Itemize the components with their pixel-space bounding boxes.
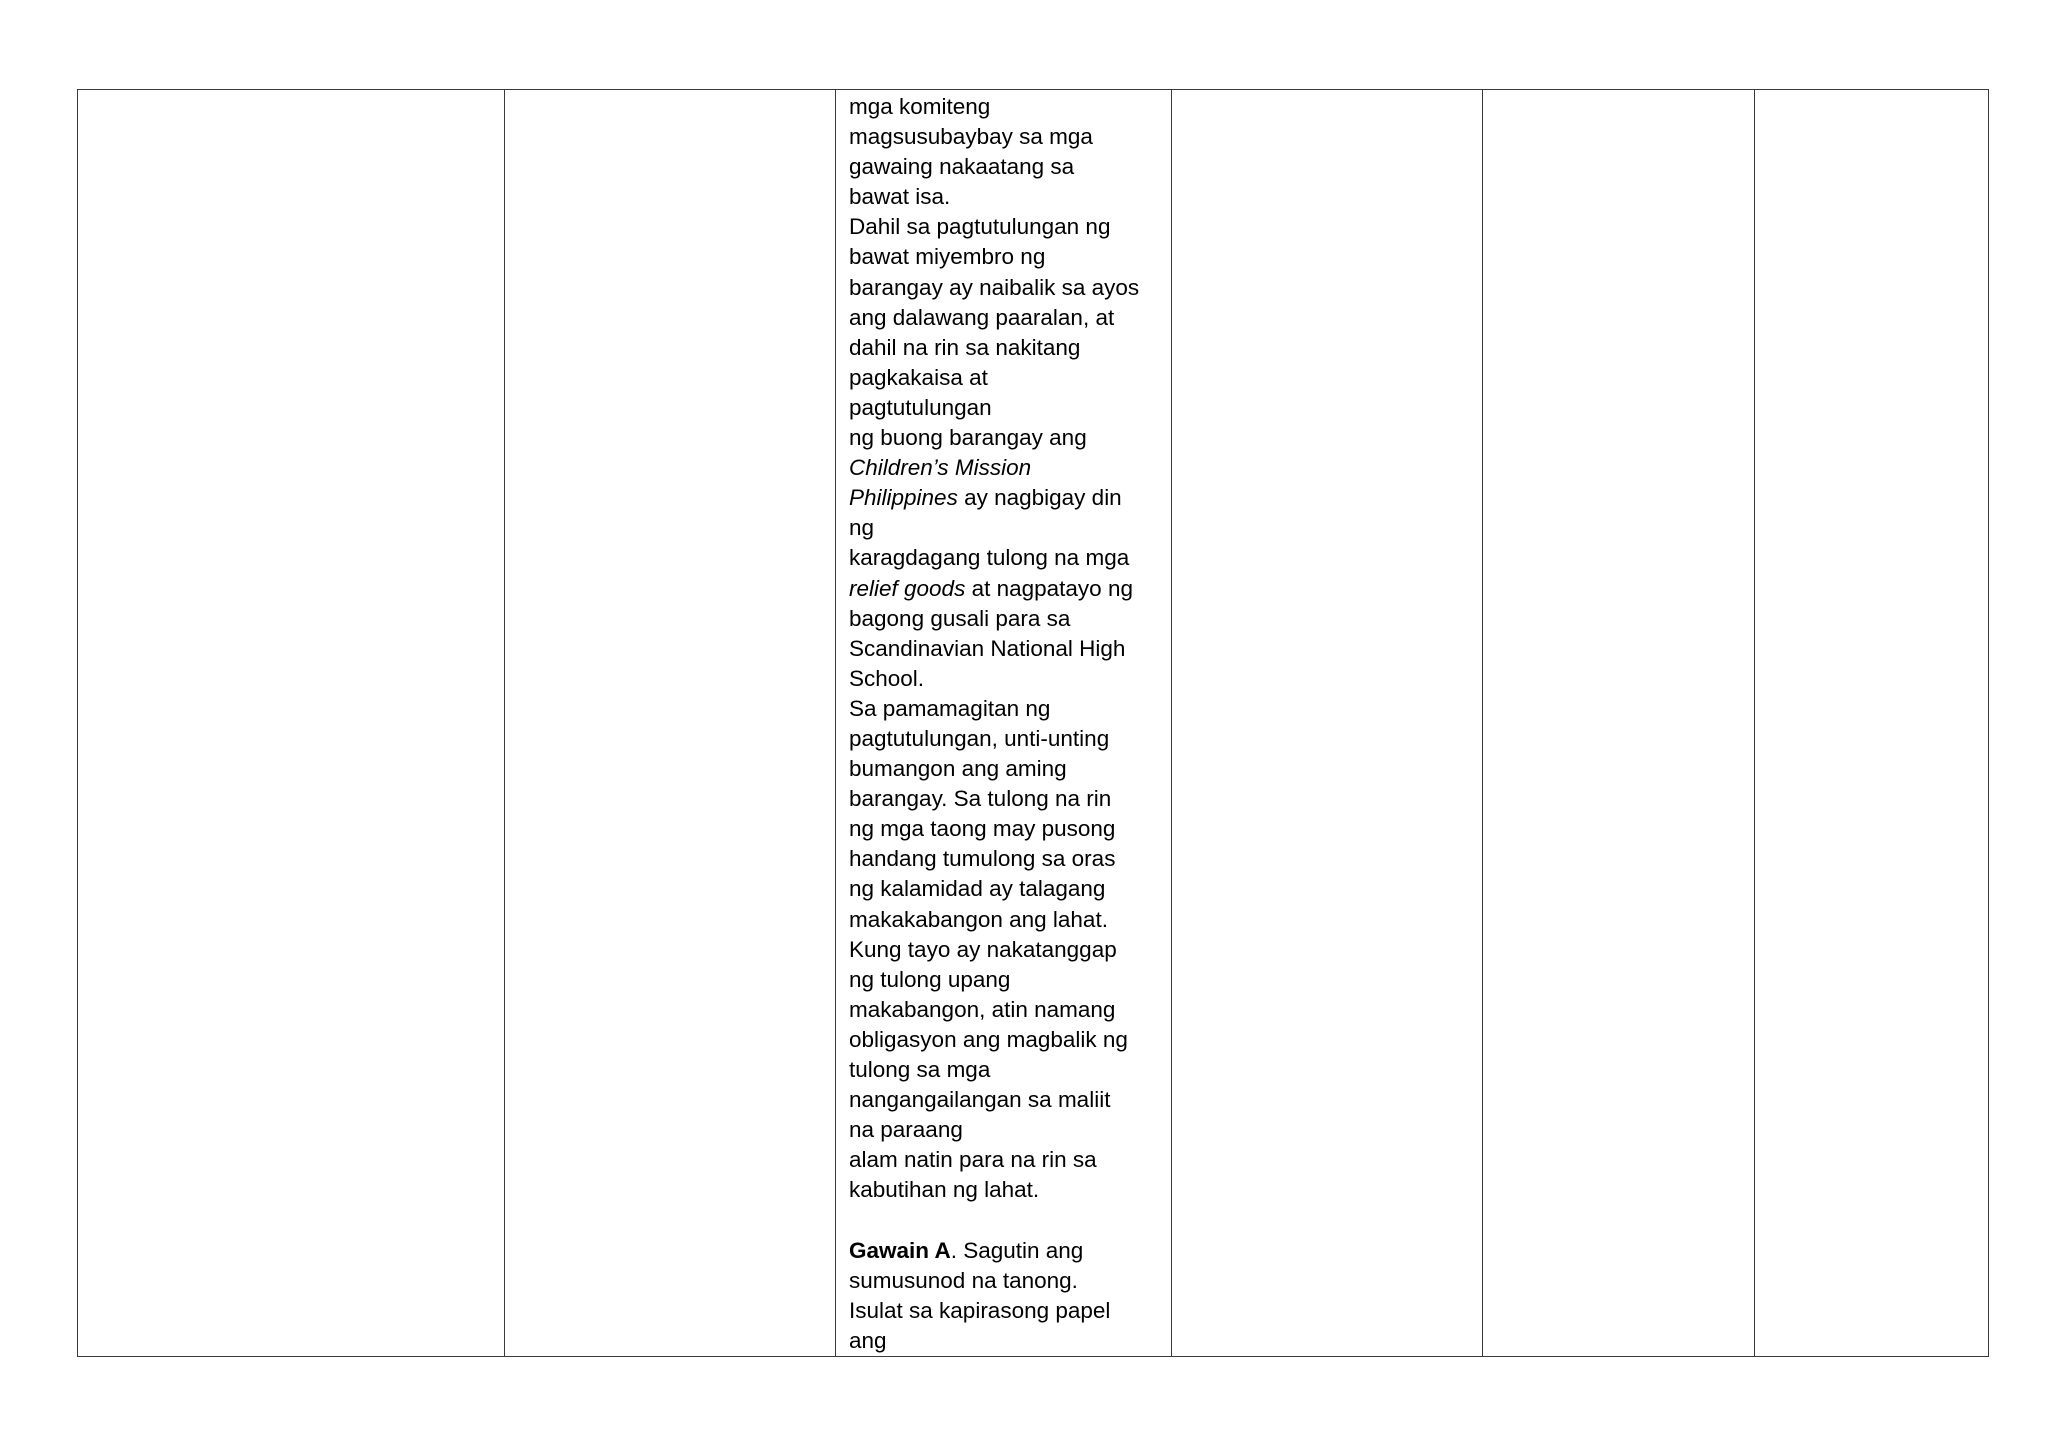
text-line: magsusubaybay sa mga (849, 124, 1093, 150)
lesson-text (849, 92, 1159, 1356)
text-line: School. (849, 665, 925, 691)
text-line: obligasyon ang magbalik ng (849, 1026, 1128, 1052)
text-line: bagong gusali para sa (849, 605, 1071, 631)
text-line: Isulat sa kapirasong papel (849, 1297, 1111, 1323)
text-line: Dahil sa pagtutulungan ng (849, 214, 1111, 240)
text-line (849, 1236, 1159, 1266)
text-line: makakabangon ang lahat. (849, 906, 1108, 932)
italic-text: relief goods (849, 575, 966, 601)
text-line: tulong sa mga (849, 1057, 991, 1082)
text-line: pagtutulungan (849, 394, 992, 420)
text-line (849, 574, 1159, 604)
blank-line (849, 1205, 1159, 1235)
table-cell-2 (505, 90, 836, 1357)
text-line: ang (849, 1327, 887, 1353)
text-line: bawat isa. (849, 184, 951, 210)
text-run: . Sagutin ang (950, 1237, 1084, 1263)
text-line: ng (849, 515, 875, 541)
text-line: na paraang (849, 1117, 963, 1143)
text-line: ng buong barangay ang (849, 425, 1087, 451)
lesson-plan-table (77, 89, 1989, 1357)
text-line: Sa pamamagitan ng (849, 695, 1051, 721)
text-line: pagkakaisa at (849, 364, 988, 390)
text-line: karagdagang tulong na mga (849, 545, 1130, 571)
table-cell-6 (1755, 90, 1989, 1357)
text-line (849, 483, 1159, 513)
text-line: gawaing nakaatang sa (849, 154, 1075, 180)
text-line: makabangon, atin namang (849, 996, 1116, 1022)
text-line: pagtutulungan, unti-unting (849, 725, 1110, 751)
text-line: mga komiteng (849, 94, 991, 119)
table-cell-4 (1172, 90, 1483, 1357)
table-cell-1 (78, 90, 505, 1357)
text-line: barangay ay naibalik sa ayos (849, 274, 1140, 300)
text-line: ng tulong upang (849, 966, 1011, 992)
text-line: alam natin para na rin sa (849, 1147, 1097, 1173)
text-run: at nagpatayo ng (965, 575, 1133, 601)
text-line: handang tumulong sa oras (849, 846, 1116, 872)
text-line: ng mga taong may pusong (849, 816, 1116, 842)
text-line: Kung tayo ay nakatanggap (849, 936, 1117, 962)
text-line: bawat miyembro ng (849, 244, 1046, 270)
italic-text: Philippines (849, 485, 958, 511)
text-line: barangay. Sa tulong na rin (849, 786, 1112, 812)
text-line: ang dalawang paaralan, at (849, 304, 1115, 330)
table-cell-5 (1483, 90, 1755, 1357)
table-row (78, 90, 1989, 1357)
text-line: sumusunod na tanong. (849, 1267, 1078, 1293)
activity-label: Gawain A (849, 1237, 951, 1263)
text-line: bumangon ang aming (849, 756, 1067, 782)
text-line: ng kalamidad ay talagang (849, 876, 1106, 902)
italic-text-line: Children’s Mission (849, 455, 1032, 481)
text-line: kabutihan ng lahat. (849, 1177, 1040, 1203)
text-run: ay nagbigay din (957, 485, 1122, 511)
text-line: Scandinavian National High (849, 635, 1126, 661)
text-line: nangangailangan sa maliit (849, 1087, 1111, 1113)
table-cell-3 (836, 90, 1172, 1357)
text-line: dahil na rin sa nakitang (849, 334, 1081, 360)
